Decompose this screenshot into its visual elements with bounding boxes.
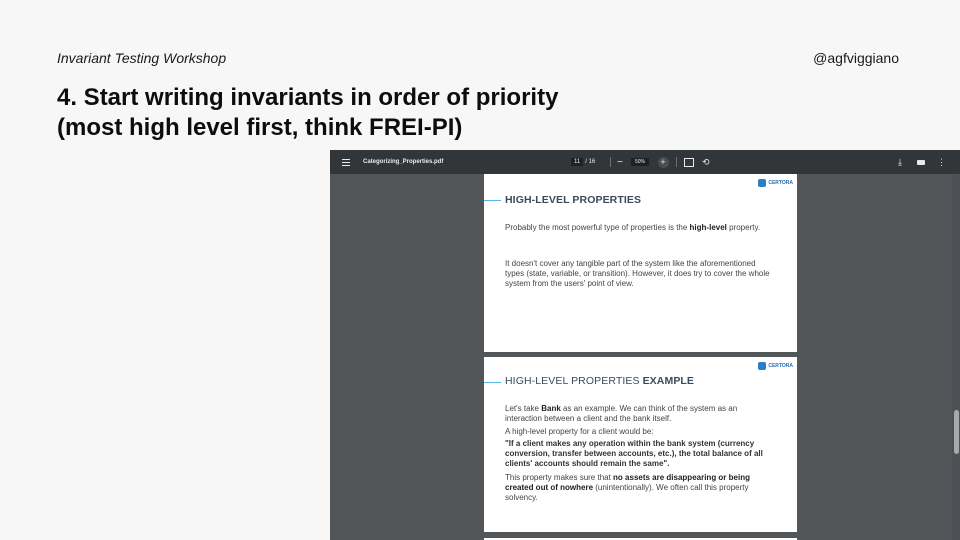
fit-page-icon[interactable]: [684, 150, 694, 174]
certora-logo: CERTORA: [758, 179, 793, 187]
heading-accent-line: [484, 200, 501, 201]
zoom-input[interactable]: [631, 150, 649, 174]
pdf-viewer[interactable]: [330, 150, 960, 540]
scrollbar-track[interactable]: [952, 174, 960, 540]
rotate-icon[interactable]: ⟲: [702, 156, 710, 167]
page-separator: /: [585, 159, 587, 165]
current-page-input[interactable]: 11: [571, 158, 583, 166]
workshop-label: Invariant Testing Workshop: [57, 50, 227, 66]
paragraph: A high-level property for a client would be:: [505, 427, 654, 436]
paragraph: This property makes sure that no assets are disappearing or being created out of nowhere (unintentionally). We often call this property solvency.: [505, 473, 750, 502]
certora-logo-icon: [758, 362, 766, 370]
more-icon[interactable]: ⋮: [937, 156, 946, 167]
page-indicator: [571, 150, 595, 174]
pdf-page-12: [484, 357, 797, 532]
page-heading: HIGH-LEVEL PROPERTIES EXAMPLE: [505, 375, 695, 387]
pdf-toolbar: [330, 150, 960, 174]
page-heading: HIGH-LEVEL PROPERTIES: [505, 194, 642, 206]
print-icon[interactable]: [917, 150, 925, 174]
slide-title-line-1: 4. Start writing invariants in order of priority: [57, 84, 559, 111]
file-name: Categorizing_Properties.pdf: [363, 159, 444, 165]
zoom-out-button[interactable]: −: [617, 156, 623, 168]
total-pages: 16: [588, 159, 596, 165]
slide-title: [57, 83, 558, 143]
toolbar-divider: [610, 157, 611, 167]
zoom-in-button[interactable]: [657, 150, 669, 174]
zoom-value: 50%: [631, 158, 649, 166]
paragraph: It doesn't cover any tangible part of the system like the aforementioned types (state, variable, or transition). However, it does try to cover the whole system from the users' point of view.: [505, 259, 770, 288]
toolbar-divider: [676, 157, 677, 167]
pdf-page-11: [484, 174, 797, 352]
scrollbar-thumb[interactable]: [954, 410, 959, 454]
certora-logo: CERTORA: [758, 362, 793, 370]
download-icon[interactable]: ⤓: [898, 156, 902, 167]
author-handle: @agfviggiano: [813, 50, 899, 66]
certora-logo-icon: [758, 179, 766, 187]
paragraph: Let's take Bank as an example. We can think of the system as an interaction between a client and the bank itself.: [505, 404, 738, 423]
plus-icon: +: [658, 157, 669, 168]
menu-icon[interactable]: [340, 150, 352, 174]
paragraph: Probably the most powerful type of properties is the high-level property.: [505, 223, 761, 232]
slide-title-line-2: (most high level first, think FREI-PI): [57, 114, 463, 141]
quote: "If a client makes any operation within the bank system (currency conversion, transfer between accounts, etc.), the total balance of all clients' accounts should remain the same".: [505, 439, 763, 468]
heading-accent-line: [484, 382, 501, 383]
